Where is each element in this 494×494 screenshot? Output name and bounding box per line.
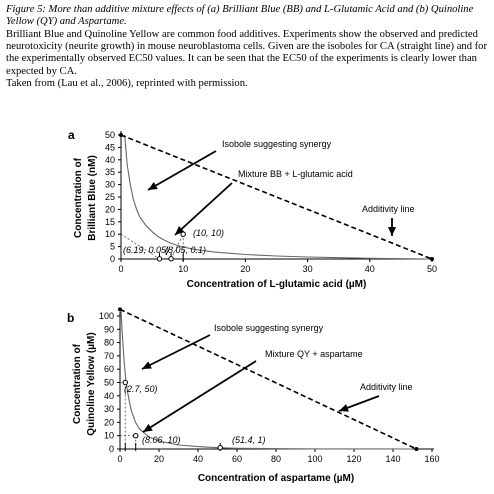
panel-b-x-tick-label: 20 — [153, 454, 165, 464]
panel-b-x-tick-label: 60 — [231, 454, 243, 464]
panel-b-x-tick-label: 0 — [117, 454, 123, 464]
panel-b-x-tick-label: 140 — [385, 454, 401, 464]
panel-b-y-axis-label-line2: Quinoline Yellow (µM) — [86, 332, 97, 436]
panel-b-data-point — [218, 445, 222, 449]
panel-b-y-tick-label: 0 — [108, 444, 114, 454]
panel-a-point-label: (6.19, 0.05) — [123, 245, 170, 255]
panel-a-y-tick-label: 45 — [104, 142, 115, 153]
panel-b-annotation-arrow — [143, 361, 256, 432]
panel-a-y-tick-label: 25 — [104, 192, 115, 202]
source-note: Taken from (Lau et al., 2006), reprinted with permission. — [6, 77, 248, 89]
panel-a-x-tick-label: 20 — [240, 264, 251, 274]
figure-caption: Figure 5: More than additive mixture effects of (a) Brilliant Blue (BB) and L-Glutamic Acid and (b) Quinoline Yellow (QY) and Aspartame. — [6, 4, 474, 27]
panel-b-annotation: Additivity line — [360, 382, 413, 392]
panel-b-point-label: (2.7, 50) — [124, 384, 158, 394]
panel-b-y-tick-label: 50 — [103, 377, 114, 388]
panel-b-point-label: (8.06, 10) — [142, 435, 181, 445]
panel-a-y-tick-label: 10 — [104, 229, 115, 240]
panel-a-additivity-endpoint — [119, 133, 123, 137]
panel-b-y-tick-label: 80 — [103, 337, 114, 348]
panel-a-y-tick-label: 20 — [104, 204, 115, 215]
panel-a-x-tick-label: 0 — [118, 264, 124, 274]
panel-b-x-tick-label: 100 — [307, 454, 323, 464]
panel-a-y-axis-label-line2: Brilliant Blue (nM) — [87, 155, 98, 241]
panel-b-annotation: Mixture QY + aspartame — [265, 349, 363, 359]
panel-b-y-tick-label: 30 — [103, 404, 114, 415]
panel-a-x-tick-label: 10 — [178, 264, 189, 274]
panel-b-data-point — [134, 434, 138, 438]
panel-a-y-tick-label: 50 — [104, 130, 115, 140]
panel-b-point-label: (51.4, 1) — [232, 435, 266, 445]
panel-b-additivity-endpoint — [118, 307, 122, 311]
panel-b-y-tick-label: 40 — [103, 390, 114, 401]
panel-a-annotation: Mixture BB + L-glutamic acid — [238, 169, 353, 179]
panel-b-x-axis-label: Concentration of aspartame (µM) — [197, 473, 355, 484]
panel-b-y-tick-label: 100 — [98, 311, 114, 321]
panel-b-annotation-arrow-head — [339, 404, 349, 411]
panel-a-annotation: Additivity line — [362, 204, 415, 214]
panel-a-x-tick-label: 50 — [426, 264, 438, 274]
panel-b-x-tick-label: 80 — [270, 454, 282, 464]
panel-a-data-point — [169, 257, 173, 261]
panel-a-point-label: (8.05, 0.1) — [165, 245, 207, 255]
panel-a-x-axis-label: Concentration of L-glutamic acid (µM) — [186, 279, 367, 290]
panel-b-additivity-endpoint — [414, 447, 418, 451]
panel-a-data-point — [157, 257, 161, 261]
panel-a-x-tick-label: 40 — [364, 264, 375, 274]
panel-a-y-tick-label: 40 — [104, 154, 115, 165]
panel-a-y-axis-label-line1: Concentration of — [73, 158, 84, 238]
panel-b-x-tick-label: 160 — [424, 454, 440, 464]
panel-b-y-tick-label: 10 — [103, 430, 114, 441]
panel-b-x-tick-label: 120 — [346, 454, 362, 464]
panel-a-y-tick-label: 0 — [109, 254, 115, 264]
paragraph-text: Brilliant Blue and Quinoline Yellow are common food additives. Experiments show the observed and predicted neurotoxicity (neurite growth) in mouse neuroblastoma cells. Given are the isoboles for CA (straight line) and for the experimentally observed EC50 values. It can be seen that the EC50 of the experiments is clearly lower than expected by CA. — [6, 29, 488, 77]
panel-b-y-tick-label: 90 — [103, 324, 114, 335]
panel-a-y-tick-label: 30 — [104, 179, 115, 190]
panel-a-annotation-arrow-head — [388, 227, 396, 236]
panel-b-y-tick-label: 20 — [103, 417, 114, 428]
panel-b-y-axis-label-line1: Concentration of — [72, 344, 83, 424]
panel-a-additivity-line — [121, 135, 432, 259]
panel-b-y-tick-label: 60 — [103, 364, 114, 375]
panel-b-annotation-arrow-head — [143, 424, 153, 432]
panel-a-annotation-arrow — [148, 151, 216, 190]
panel-b-y-tick-label: 70 — [103, 350, 114, 361]
panel-a-additivity-endpoint — [430, 257, 434, 261]
panel-a-y-tick-label: 5 — [109, 241, 115, 252]
panel-a-annotation: Isobole suggesting synergy — [222, 139, 332, 149]
panel-b-x-tick-label: 40 — [192, 454, 204, 464]
panel-a-y-tick-label: 15 — [104, 216, 115, 227]
panel-a-letter: a — [68, 128, 75, 142]
panel-a-x-tick-label: 30 — [302, 264, 313, 274]
panel-b-annotation-arrow — [142, 335, 210, 369]
panel-b-letter: b — [67, 311, 75, 325]
panel-a-y-tick-label: 35 — [104, 167, 115, 178]
panel-a-point-label: (10, 10) — [193, 228, 225, 238]
panel-b-annotation: Isobole suggesting synergy — [214, 323, 324, 333]
